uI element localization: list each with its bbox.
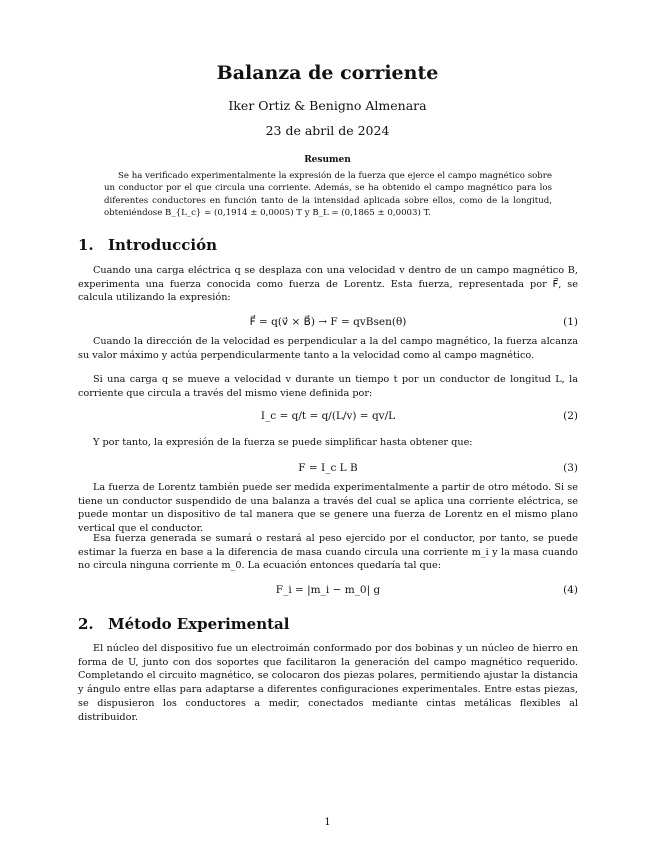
- paragraph: Cuando la dirección de la velocidad es perpendicular a la del campo magnético, la fuerza alcanza su valor máximo y actúa perpendicularmente tanto a la velocidad como al campo magnético.: [78, 336, 578, 361]
- paragraph: Y por tanto, la expresión de la fuerza se puede simplificar hasta obtener que:: [93, 437, 473, 448]
- equation-body: F = I_c L B: [298, 462, 358, 474]
- paragraph: El núcleo del dispositivo fue un electroimán conformado por dos bobinas y un núcleo de hierro en forma de U, junto con dos soportes que facilitaron la generación del campo magnético requerido. Completando el circuito magnético, se colocaron dos piezas polares, permitiendo ajustar la distancia y ángulo entre ellas para adaptarse a diferentes configuraciones experimentales. Entre estas piezas, se dispusieron los conductores a medir, conectados mediante cintas metálicas flexibles al distribuidor.: [78, 643, 578, 723]
- paragraph: La fuerza de Lorentz también puede ser medida experimentalmente a partir de otro método. Si se tiene un conductor suspendido de una balanza a través del cual se aplica una corriente eléctrica, se puede montar un dispositivo de tal manera que se genere una fuerza de Lorentz en el mismo plano vertical que el conductor.: [78, 482, 578, 535]
- page-number: 1: [324, 817, 331, 828]
- section-heading-introduccion: [78, 236, 217, 254]
- paragraph: Si una carga q se mueve a velocidad v durante un tiempo t por un conductor de longitud L, la corriente que circula a través del mismo viene definida por:: [78, 374, 578, 399]
- section-number: 1.: [78, 236, 94, 254]
- section-title: Introducción: [108, 236, 218, 254]
- abstract-title: Resumen: [304, 155, 351, 165]
- equation-number: (1): [563, 316, 578, 328]
- equation-body: F⃗ = q(v⃗ × B⃗) → F = qvBsen(θ): [249, 316, 407, 328]
- paper-authors: Iker Ortiz & Benigno Almenara: [228, 98, 427, 113]
- abstract-text: Se ha verificado experimentalmente la expresión de la fuerza que ejerce el campo magnético sobre un conductor por el que circula una corriente. Además, se ha obtenido el campo magnético para los diferentes conductores en función tanto de la intensidad aplicada sobre ellos, como de la longitud, obteniéndose B_{L_c} = (0,1914 ± 0,0005) T y B_L = (0,1865 ± 0,0003) T.: [104, 171, 552, 218]
- equation-body: F_i = |m_i − m_0| g: [275, 584, 381, 596]
- equation-number: (3): [563, 462, 578, 474]
- equation-body: I_c = q/t = q/(L/v) = qv/L: [260, 410, 396, 422]
- paper-title: Balanza de corriente: [216, 62, 439, 84]
- section-title: Método Experimental: [108, 615, 290, 633]
- equation-number: (4): [563, 584, 578, 596]
- paper-date: 23 de abril de 2024: [265, 123, 390, 138]
- equation-number: (2): [563, 410, 578, 422]
- paragraph: Cuando una carga eléctrica q se desplaza con una velocidad v dentro de un campo magnético B, experimenta una fuerza conocida como fuerza de Lorentz. Esta fuerza, representada por F⃗, se calcula utilizando la expresión:: [78, 265, 578, 304]
- section-heading-metodo: [78, 615, 289, 633]
- section-number: 2.: [78, 615, 94, 633]
- paragraph: Esa fuerza generada se sumará o restará al peso ejercido por el conductor, por tanto, se puede estimar la fuerza en base a la diferencia de masa cuando circula una corriente m_i y la masa cuando no circula ninguna corriente m_0. La ecuación entonces quedaría tal que:: [78, 533, 578, 572]
